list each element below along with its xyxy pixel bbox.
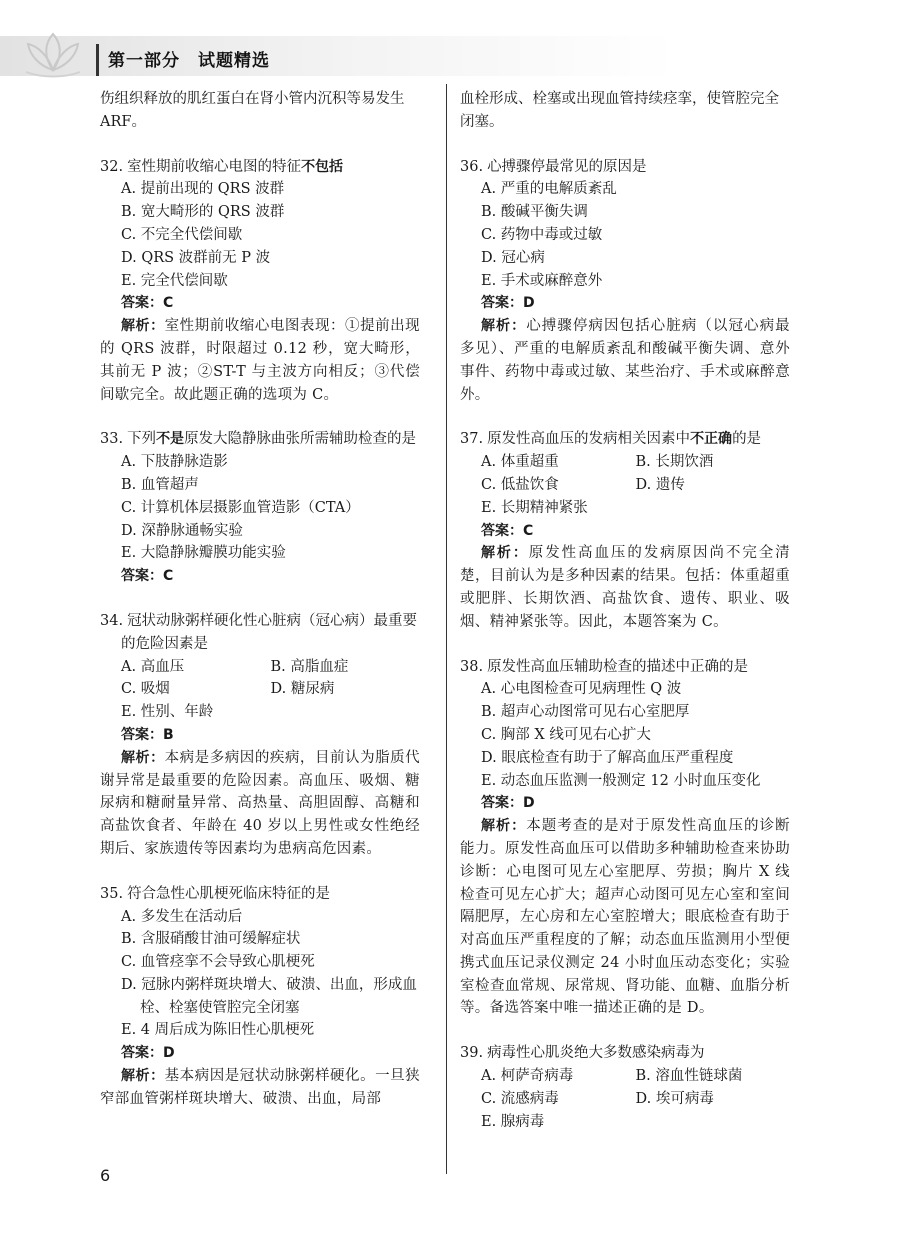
option: D. 冠心病 (481, 249, 545, 266)
page-header (0, 0, 900, 92)
explanation: 解析：心搏骤停病因包括心脏病（以冠心病最多见）、严重的电解质紊乱和酸碱平衡失调、意外事件、药物中毒或过敏、某些治疗、手术或麻醉意外。 (460, 318, 790, 403)
option-list (460, 451, 790, 519)
question-35 (100, 883, 420, 1111)
option: C. 低盐饮食 (481, 476, 559, 493)
answer: 答案：C (481, 522, 534, 539)
option: B. 高脂血症 (270, 658, 349, 675)
answer: 答案：D (481, 795, 535, 812)
explanation: 解析：本病是多病因的疾病，目前认为脂质代谢异常是最重要的危险因素。高血压、吸烟、糖尿病和糖耐量异常、高热量、高胆固醇、高糖和高盐饮食者、年龄在 40 岁以上男性或女性绝经期后、家族遗传等因素均为患病高危因素。 (100, 749, 420, 857)
lotus-logo-icon (22, 26, 84, 82)
question-34 (100, 610, 420, 861)
option: E. 大隐静脉瓣膜功能实验 (121, 545, 286, 562)
question-stem: 37. 原发性高血压的发病相关因素中不正确的是 (460, 431, 762, 448)
option: C. 吸烟 (121, 681, 170, 698)
answer: 答案：D (481, 295, 535, 312)
question-stem: 33. 下列不是原发大隐静脉曲张所需辅助检查的是 (100, 431, 417, 448)
option: B. 含服硝酸甘油可缓解症状 (121, 931, 301, 948)
option: D. 深静脉通畅实验 (121, 522, 243, 539)
option: C. 血管痉挛不会导致心肌梗死 (121, 954, 315, 971)
question-stem: 34. 冠状动脉粥样硬化性心脏病（冠心病）最重要的危险因素是 (100, 612, 418, 652)
option: D. QRS 波群前无 P 波 (121, 249, 271, 266)
question-32 (100, 156, 420, 407)
option: B. 宽大畸形的 QRS 波群 (121, 204, 285, 221)
option-list (100, 451, 420, 565)
option-list (100, 906, 420, 1043)
answer: 答案：C (121, 568, 174, 585)
option: E. 手术或麻醉意外 (481, 272, 603, 289)
continuation-right: 血栓形成、栓塞或出现血管持续痉挛，使管腔完全闭塞。 (460, 91, 779, 130)
option: A. 严重的电解质紊乱 (481, 181, 617, 198)
header-bar (96, 44, 99, 76)
header-title: 第一部分 试题精选 (108, 51, 270, 71)
option: C. 药物中毒或过敏 (481, 226, 603, 243)
option: A. 心电图检查可见病理性 Q 波 (481, 681, 682, 698)
question-stem: 35. 符合急性心肌梗死临床特征的是 (100, 885, 331, 902)
option: E. 完全代偿间歇 (121, 272, 228, 289)
option: D. 埃可病毒 (635, 1090, 714, 1107)
option: D. 眼底检查有助于了解高血压严重程度 (481, 749, 734, 766)
option: E. 动态血压监测一般测定 12 小时血压变化 (481, 772, 761, 789)
option-list (100, 178, 420, 292)
option: D. 冠脉内粥样斑块增大、破溃、出血，形成血栓、栓塞使管腔完全闭塞 (121, 976, 417, 1016)
option: C. 计算机体层摄影血管造影（CTA） (121, 499, 360, 516)
option: D. 遗传 (635, 476, 685, 493)
option: D. 糖尿病 (270, 681, 335, 698)
explanation: 解析：基本病因是冠状动脉粥样硬化。一旦狭窄部血管粥样斑块增大、破溃、出血，局部 (100, 1068, 420, 1107)
left-column (100, 88, 420, 1133)
option: A. 高血压 (121, 658, 185, 675)
option: E. 腺病毒 (481, 1113, 545, 1130)
option-list (460, 678, 790, 792)
question-38 (460, 656, 790, 1021)
option: B. 溶血性链球菌 (635, 1068, 743, 1085)
option: B. 酸碱平衡失调 (481, 204, 588, 221)
option: A. 提前出现的 QRS 波群 (121, 181, 285, 198)
option-list (460, 1065, 790, 1133)
question-39 (460, 1042, 790, 1133)
option: B. 超声心动图常可见右心室肥厚 (481, 704, 690, 721)
option: B. 血管超声 (121, 476, 199, 493)
explanation: 解析：本题考查的是对于原发性高血压的诊断能力。原发性高血压可以借助多种辅助检查来协助诊断：心电图可见左心室肥厚、劳损；胸片 X 线检查可见左心扩大；超声心动图可见左心室和室间隔肥厚，左心房和左心室腔增大；眼底检查有助于对高血压严重程度的了解；动态血压监测用小型便携式血压记录仪测定 24 小时血压动态变化；实验室检查血常规、尿常规、肾功能、血糖、血脂分析等。备选答案中唯一描述正确的是 D。 (460, 818, 790, 1017)
option: E. 性别、年龄 (121, 704, 214, 721)
question-37 (460, 428, 790, 633)
option-list (460, 178, 790, 292)
option: E. 长期精神紧张 (481, 499, 588, 516)
question-33 (100, 428, 420, 588)
option: A. 柯萨奇病毒 (481, 1068, 574, 1085)
question-stem: 38. 原发性高血压辅助检查的描述中正确的是 (460, 658, 749, 675)
answer: 答案：B (121, 726, 174, 743)
page-number: 6 (100, 1166, 111, 1185)
option: B. 长期饮酒 (635, 454, 714, 471)
question-stem: 32. 室性期前收缩心电图的特征不包括 (100, 158, 344, 175)
question-stem: 36. 心搏骤停最常见的原因是 (460, 158, 647, 175)
right-column (460, 88, 790, 1155)
question-stem: 39. 病毒性心肌炎绝大多数感染病毒为 (460, 1045, 705, 1062)
explanation: 解析：原发性高血压的发病原因尚不完全清楚，目前认为是多种因素的结果。包括：体重超重或肥胖、长期饮酒、高盐饮食、遗传、职业、吸烟、精神紧张等。因此，本题答案为 C。 (460, 545, 790, 630)
answer: 答案：D (121, 1045, 175, 1062)
option-list (100, 656, 420, 724)
answer: 答案：C (121, 295, 174, 312)
option: E. 4 周后成为陈旧性心肌梗死 (121, 1022, 315, 1039)
column-divider (446, 84, 447, 1174)
option: A. 体重超重 (481, 454, 559, 471)
question-36 (460, 156, 790, 407)
option: A. 下肢静脉造影 (121, 454, 228, 471)
option: C. 胸部 X 线可见右心扩大 (481, 726, 651, 743)
explanation: 解析：室性期前收缩心电图表现：①提前出现的 QRS 波群，时限超过 0.12 秒，宽大畸形，其前无 P 波；②ST-T 与主波方向相反；③代偿间歇完全。故此题正确的选项为 C。 (100, 318, 420, 403)
option: C. 不完全代偿间歇 (121, 226, 243, 243)
option: C. 流感病毒 (481, 1090, 559, 1107)
continuation-left: 伤组织释放的肌红蛋白在肾小管内沉积等易发生 ARF。 (100, 91, 405, 130)
option: A. 多发生在活动后 (121, 908, 243, 925)
